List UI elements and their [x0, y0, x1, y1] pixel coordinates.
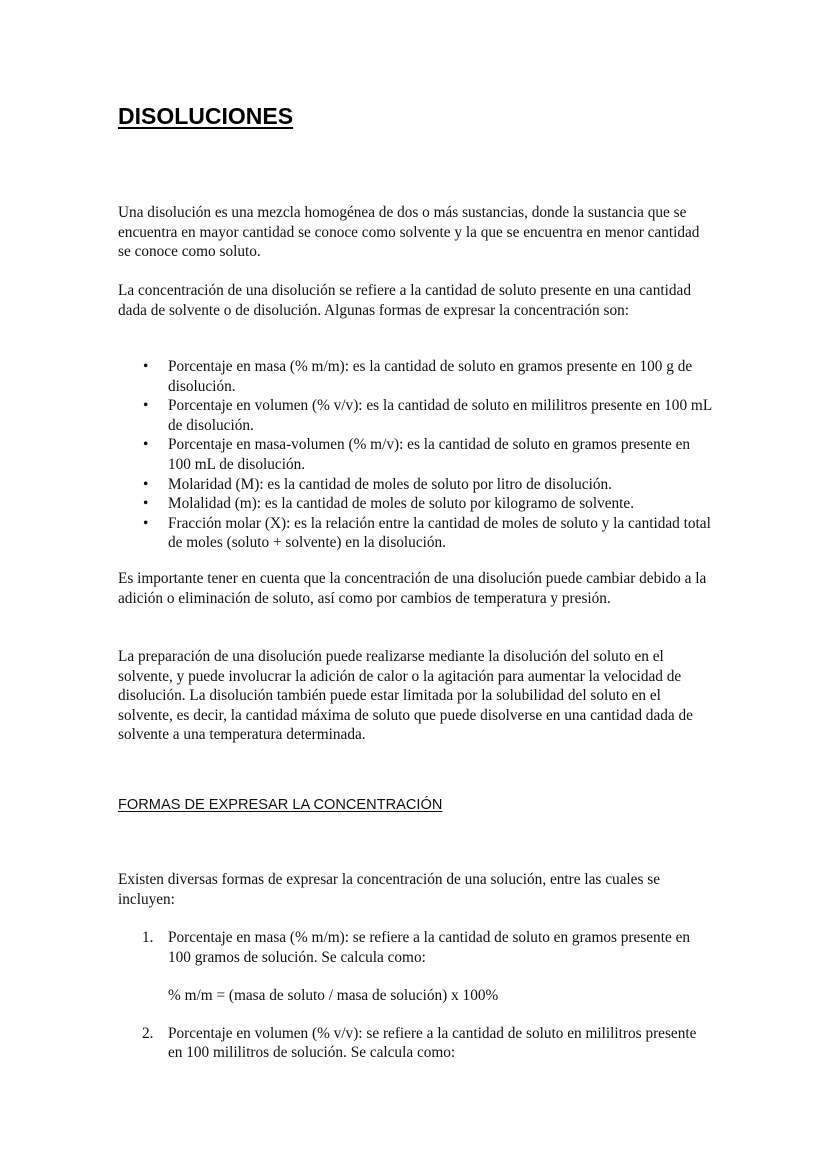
list-item-text: Porcentaje en masa-volumen (% m/v): es la cantidad de soluto en gramos presente en 100 mL de disolución.: [168, 436, 691, 473]
concentration-bullet-list: [118, 357, 714, 553]
list-item: [118, 475, 714, 495]
list-item-text: Porcentaje en volumen (% v/v): se refiere a la cantidad de soluto en mililitros presente en 100 mililitros de solución. Se calcula como:: [168, 1024, 697, 1062]
list-item: [118, 928, 714, 1006]
list-number: 2.: [142, 1024, 154, 1042]
section-intro-paragraph: Existen diversas formas de expresar la concentración de una solución, entre las cuales se incluyen:: [118, 871, 660, 908]
list-item: [118, 435, 714, 474]
list-item-text: Fracción molar (X): es la relación entre la cantidad de moles de soluto y la cantidad total de moles (soluto + solvente) en la disolución.: [168, 514, 711, 552]
bullet-marker: •: [143, 358, 149, 375]
list-item-text: Porcentaje en volumen (% v/v): es la cantidad de soluto en mililitros presente en 100 mL de disolución.: [168, 397, 712, 434]
list-item: [118, 357, 714, 396]
bullet-marker: •: [143, 397, 149, 415]
list-item: [118, 494, 714, 514]
formula-mass-percent: % m/m = (masa de soluto / masa de solución) x 100%: [168, 987, 499, 1005]
section-heading: FORMAS DE EXPRESAR LA CONCENTRACIÓN: [118, 797, 443, 813]
bullet-marker: •: [143, 495, 149, 513]
list-number: 1.: [142, 929, 154, 946]
paragraph-concentration-changes: Es importante tener en cuenta que la concentración de una disolución puede cambiar debido a la adición o eliminación de soluto, así como por cambios de temperatura y presión.: [118, 570, 707, 607]
list-item-text: Molaridad (M): es la cantidad de moles de soluto por litro de disolución.: [168, 475, 612, 493]
list-item-text: Porcentaje en masa (% m/m): es la cantidad de soluto en gramos presente en 100 g de disolución.: [168, 358, 693, 395]
intro-paragraph-definition: Una disolución es una mezcla homogénea de dos o más sustancias, donde la sustancia que se encuentra en mayor cantidad se conoce como solvente y la que se encuentra en menor cantidad se conoce como soluto.: [118, 204, 700, 261]
page-title: DISOLUCIONES: [118, 103, 294, 129]
paragraph-preparation: La preparación de una disolución puede realizarse mediante la disolución del soluto en el solvente, y puede involucrar la adición de calor o la agitación para aumentar la velocidad de disolución. La disolución también puede estar limitada por la solubilidad del soluto en el solvente, es decir, la cantidad máxima de soluto que puede disolverse en una cantidad dada de solvente a una temperatura determinada.: [118, 648, 693, 744]
intro-paragraph-concentration: La concentración de una disolución se refiere a la cantidad de soluto presente en una cantidad dada de solvente o de disolución. Algunas formas de expresar la concentración son:: [118, 282, 691, 319]
numbered-method-list: [118, 928, 714, 1063]
list-item: [118, 1024, 714, 1063]
list-item: [118, 514, 714, 553]
bullet-marker: •: [143, 436, 149, 454]
list-item: [118, 396, 714, 435]
bullet-marker: •: [143, 475, 149, 493]
list-item-text: Porcentaje en masa (% m/m): se refiere a la cantidad de soluto en gramos presente en 100 gramos de solución. Se calcula como:: [168, 929, 691, 966]
list-item-text: Molalidad (m): es la cantidad de moles de soluto por kilogramo de solvente.: [168, 495, 635, 513]
bullet-marker: •: [143, 514, 149, 532]
